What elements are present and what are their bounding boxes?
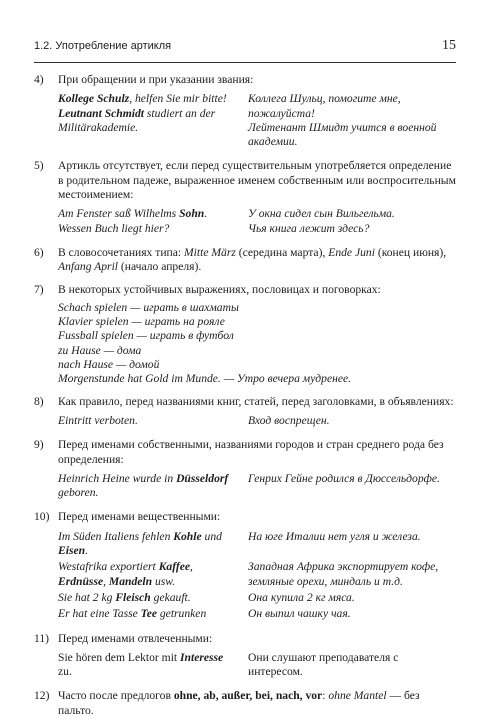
text: — без пальто.: [58, 689, 420, 717]
german-example: [58, 607, 238, 621]
text: Коллега Шульц, помогите мне, пожалуйста!: [248, 92, 401, 120]
russian-translation: Генрих Гейне родился в Дюссельдорфе.: [248, 471, 440, 485]
rule-text: [58, 246, 456, 275]
phrase: Klavier spielen — играть на рояле: [58, 315, 225, 329]
item-number: 7): [34, 282, 44, 296]
text: Er hat eine Tasse: [58, 607, 141, 621]
example-table: [58, 651, 456, 682]
rule-text: [58, 689, 456, 718]
text: .: [85, 544, 88, 558]
phrase: Schach spielen — играть в шахматы: [58, 300, 239, 314]
emphasis: Fleisch: [115, 590, 151, 604]
text: Чья книга лежит здесь?: [248, 221, 370, 235]
text: ,: [190, 560, 193, 574]
text: Часто после предлогов: [58, 689, 174, 703]
emphasis: Erdnüsse: [58, 574, 104, 588]
russian-translation: [248, 207, 456, 236]
text: studiert an der Militärakademie.: [58, 106, 216, 134]
emphasis: Düsseldorf: [176, 471, 229, 485]
text: Im Süden Italiens fehlen: [58, 529, 174, 543]
rule-text: Перед именами отвлеченными:: [58, 631, 213, 645]
item-number: 8): [34, 394, 44, 408]
emphasis: Kaffee: [158, 560, 191, 574]
item-number: 9): [34, 438, 44, 452]
text: (конец июня),: [374, 245, 447, 259]
rule-item-6: [34, 246, 456, 275]
example-table: [58, 530, 456, 624]
german-example: [58, 92, 238, 149]
russian-translation: Они слушают преподавателя с интересом.: [248, 650, 399, 679]
running-header-section: 1.2. Употребление артикля: [34, 40, 172, 52]
rule-item-12: [34, 689, 456, 718]
text: (середина марта),: [235, 245, 329, 259]
phrase: zu Hause — дома: [58, 343, 142, 357]
example-table: [58, 207, 456, 238]
russian-translation: [248, 92, 456, 149]
german-example: [58, 591, 238, 605]
item-number: 4): [34, 73, 44, 86]
phrase: Fussball spielen — играть в футбол: [58, 329, 234, 343]
item-number: 5): [34, 159, 44, 173]
emphasis: Kohle: [173, 529, 202, 543]
emphasis: Tee: [140, 607, 157, 621]
rule-item-11: [34, 632, 456, 682]
text: Wessen Buch liegt hier?: [58, 221, 170, 235]
phrase: Morgenstunde hat Gold im Munde. — Утро вечера мудренее.: [58, 372, 352, 386]
emphasis: Sohn: [179, 207, 205, 221]
german-example: [58, 530, 238, 559]
rule-text: Перед именами вещественными:: [58, 510, 221, 524]
russian-translation: На юге Италии нет угля и железа.: [248, 529, 421, 543]
text: Am Fenster saß Wilhelms: [58, 207, 180, 221]
russian-translation: Вход воспрещен.: [248, 413, 330, 427]
text: .: [204, 207, 208, 221]
text: Лейтенант Шмидт учится в военной академии.: [248, 120, 437, 149]
russian-translation: Он выпил чашку чая.: [248, 607, 351, 621]
rule-text: Перед именами собственными, названиями городов и стран среднего рода без определения:: [58, 438, 444, 466]
example-table: [58, 472, 456, 503]
text: Westafrika exportiert: [58, 560, 159, 574]
rule-text: В некоторых устойчивых выражениях, пословицах и поговорках:: [58, 282, 381, 296]
prepositions: ohne, ab, außer, bei, nach, vor: [173, 689, 323, 703]
text: Heinrich Heine wurde in: [58, 471, 177, 485]
german-example: Eintritt verboten.: [58, 413, 138, 427]
rule-text: Как правило, перед названиями книг, статей, перед заголовками, в объявлениях:: [58, 394, 454, 408]
emphasis: Interesse: [180, 650, 224, 664]
german-phrase: Mitte März: [184, 245, 236, 259]
rule-item-9: [34, 438, 456, 502]
german-example: [58, 651, 238, 680]
example-table: [58, 92, 456, 151]
emphasis: Leutnant Schmidt: [58, 106, 145, 120]
rule-item-8: [34, 395, 456, 431]
text: (начало апреля).: [118, 260, 202, 274]
item-number: 11): [34, 631, 50, 645]
rule-item-5: [34, 159, 456, 237]
german-example: [58, 472, 238, 501]
rule-item-7: [34, 283, 456, 387]
german-example: [58, 207, 238, 236]
emphasis: Eisen: [58, 544, 86, 558]
rule-text: Артикль отсутствует, если перед существительным употребляется определение в родительном падеже, выраженное именем собственным или воспросительным местоимением:: [58, 159, 456, 202]
item-number: 10): [34, 510, 50, 524]
text: , helfen Sie mir bitte!: [129, 92, 227, 106]
text: :: [322, 689, 329, 703]
example-table: [58, 414, 456, 430]
item-number: 12): [34, 689, 50, 703]
item-number: 6): [34, 245, 44, 259]
phrase-list: [58, 301, 456, 387]
header-divider: [34, 62, 456, 63]
german-phrase: ohne Mantel: [328, 689, 387, 703]
text: ,: [103, 574, 109, 588]
text: У окна сидел сын Вильгельма.: [248, 207, 395, 221]
page-content: [34, 73, 456, 726]
german-example: [58, 560, 238, 589]
text: und: [201, 529, 222, 543]
phrase: nach Hause — домой: [58, 358, 160, 372]
rule-item-10: [34, 510, 456, 623]
emphasis: Mandeln: [108, 574, 153, 588]
russian-translation: Западная Африка экспортирует кофе, земляные орехи, миндаль и т.д.: [248, 560, 439, 588]
german-phrase: Anfang April: [58, 260, 119, 274]
text: Sie hat 2 kg: [58, 590, 116, 604]
text: Sie hören dem Lektor mit: [58, 650, 181, 664]
text: usw.: [152, 574, 176, 588]
rule-item-4: [34, 73, 456, 151]
german-phrase: Ende Juni: [328, 245, 375, 259]
text: getrunken: [156, 607, 207, 621]
emphasis: Kollege Schulz: [58, 92, 130, 106]
page-number: 15: [442, 38, 456, 53]
text: gekauft.: [150, 590, 191, 604]
russian-translation: Она купила 2 кг мяса.: [248, 590, 355, 604]
text: geboren.: [58, 486, 99, 500]
rule-text: При обращении и при указании звания:: [58, 73, 254, 86]
text: В словосочетаниях типа:: [58, 245, 184, 259]
text: zu.: [58, 665, 72, 679]
